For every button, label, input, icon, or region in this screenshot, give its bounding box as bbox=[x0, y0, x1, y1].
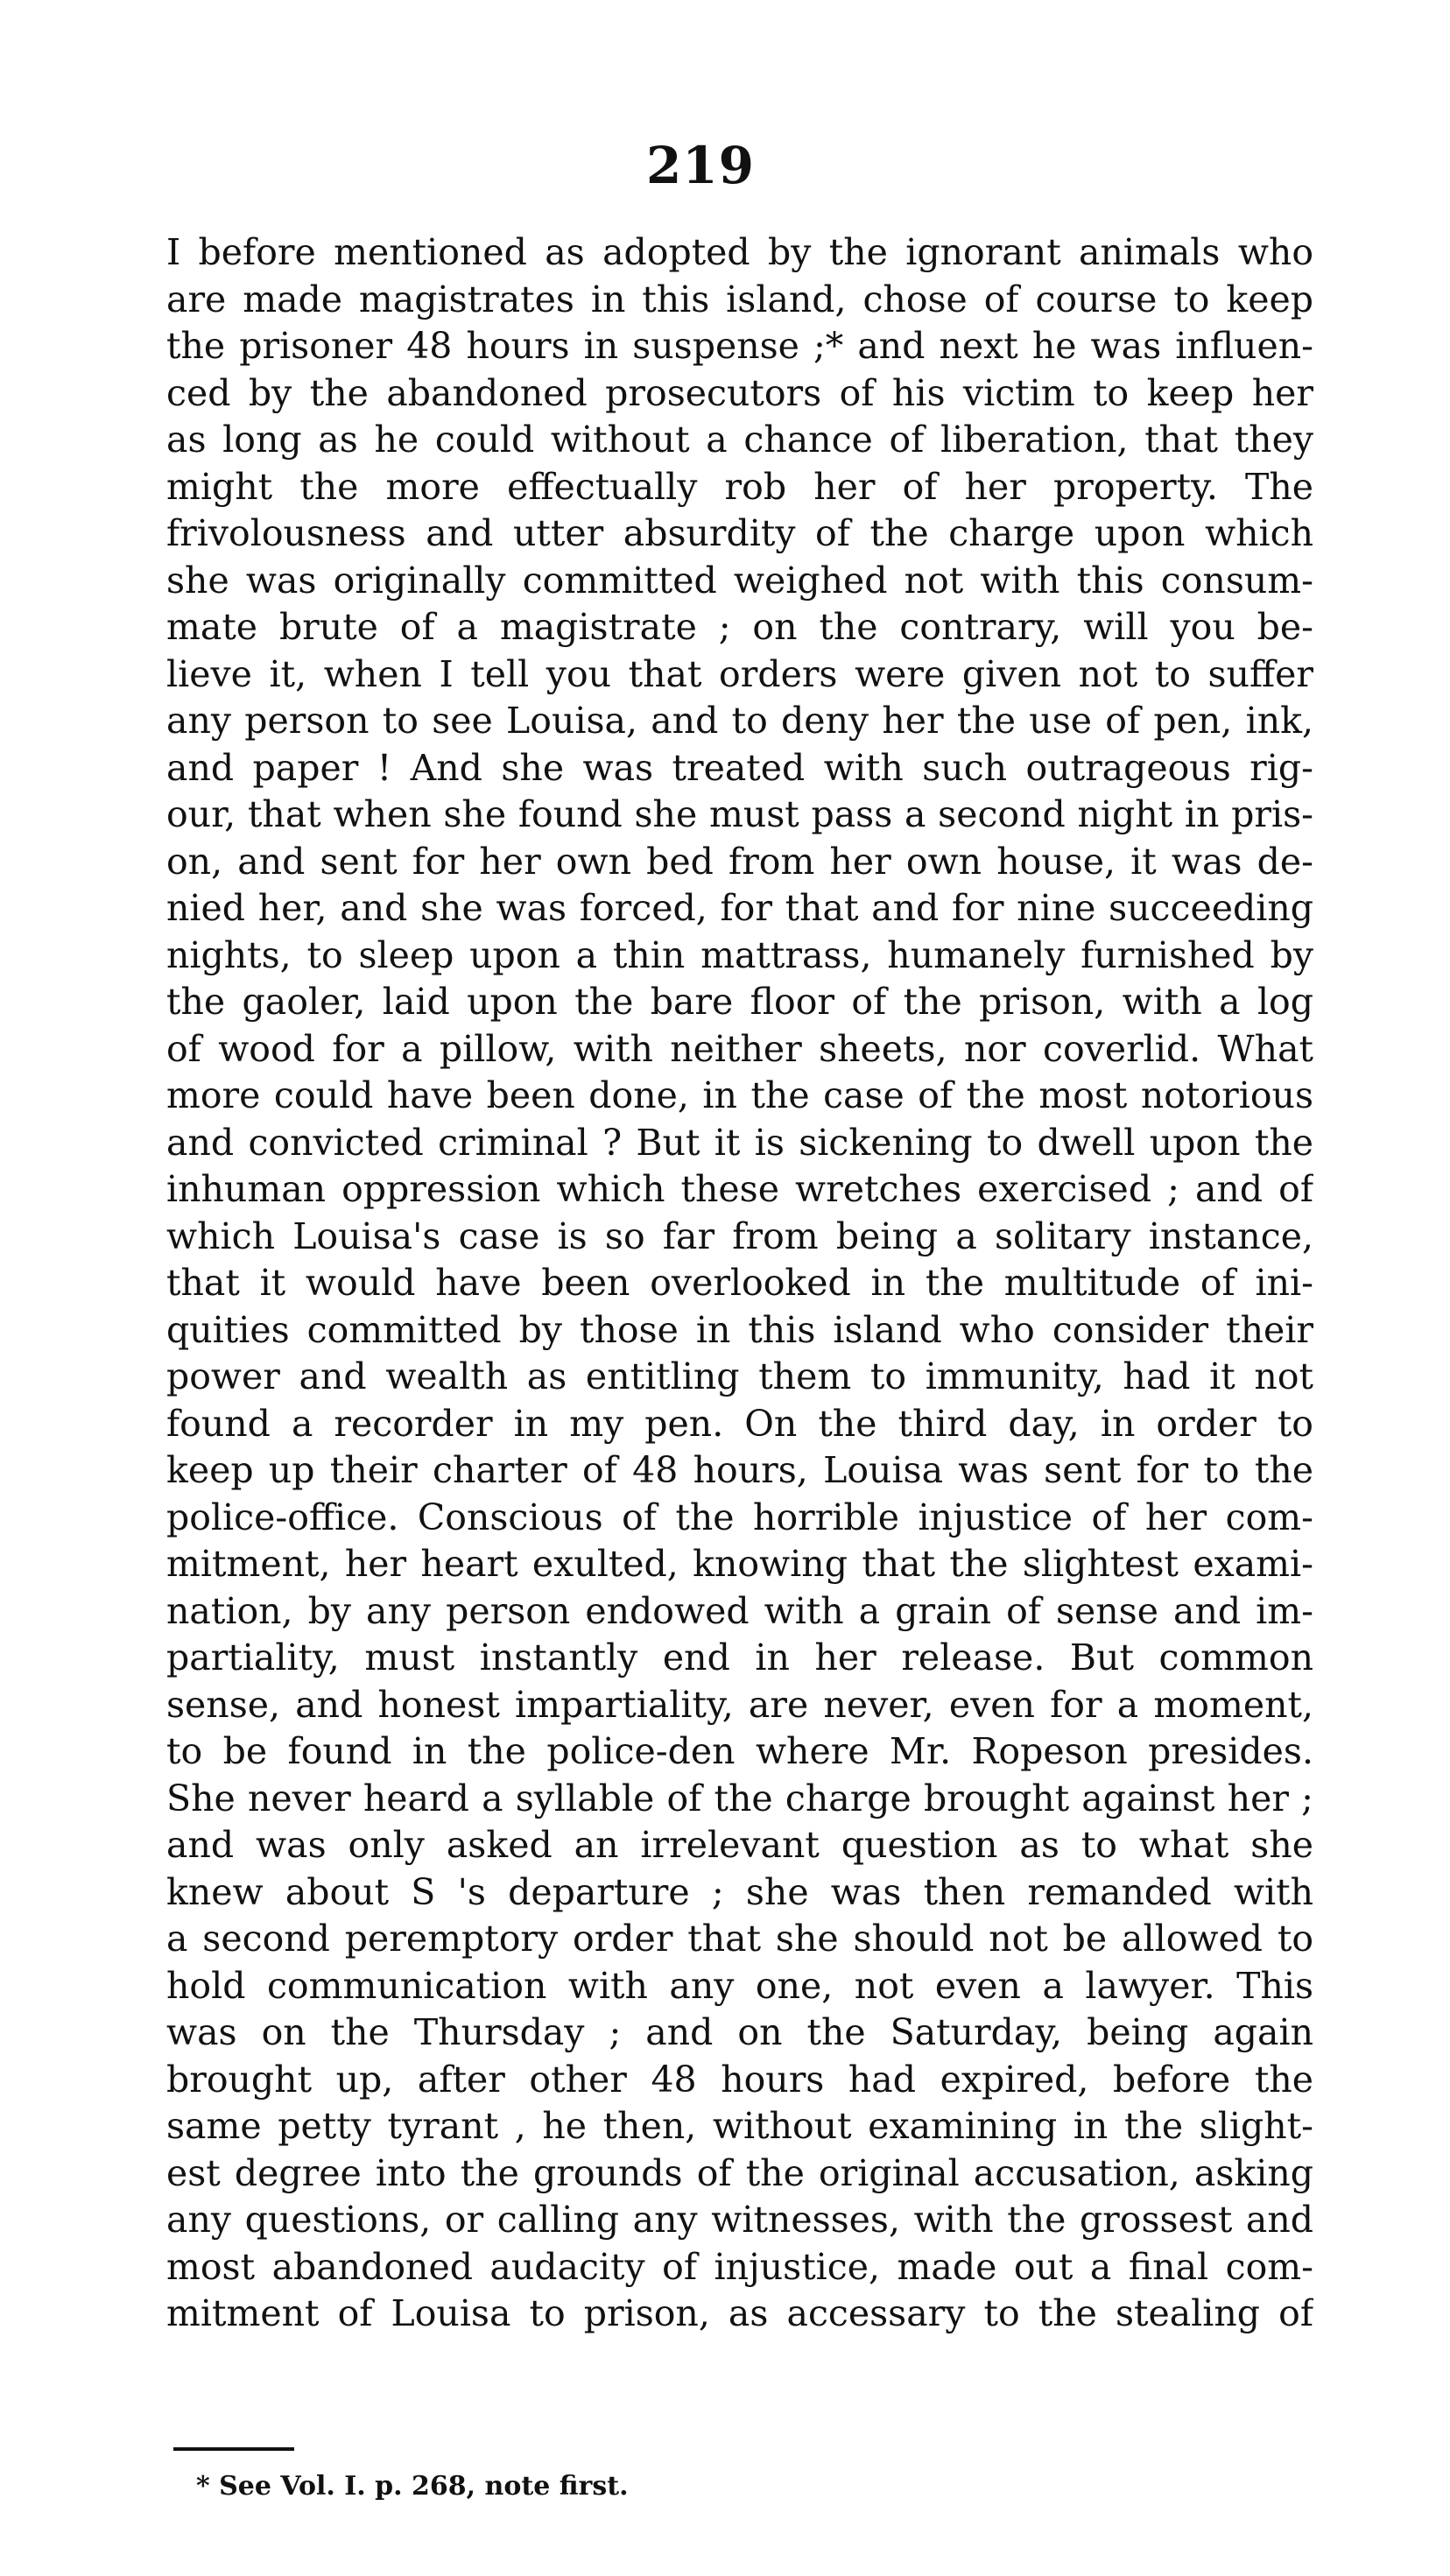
text-line: same petty tyrant , he then, without examining in the slight- bbox=[166, 2105, 1313, 2147]
text-line: to be found in the police-den where Mr. Ropeson presides. bbox=[166, 1730, 1313, 1772]
text-line: mate brute of a magistrate ; on the contrary, will you be- bbox=[166, 606, 1313, 648]
text-line: any person to see Louisa, and to deny her the use of pen, ink, bbox=[166, 700, 1313, 742]
text-line: I before mentioned as adopted by the ignorant animals who bbox=[166, 231, 1313, 273]
text-line: which Louisa's case is so far from being a solitary instance, bbox=[166, 1214, 1313, 1257]
text-line: frivolousness and utter absurdity of the charge upon which bbox=[166, 512, 1313, 554]
text-line: sense, and honest impartiality, are never, even for a moment, bbox=[166, 1683, 1313, 1726]
text-line: on, and sent for her own bed from her own house, it was de- bbox=[166, 840, 1313, 883]
text-line: police-office. Conscious of the horrible injustice of her com- bbox=[166, 1496, 1313, 1538]
text-line: quities committed by those in this island who consider their bbox=[166, 1308, 1313, 1351]
text-line: keep up their charter of 48 hours, Louisa was sent for to the bbox=[166, 1449, 1313, 1491]
text-line: that it would have been overlooked in the multitude of ini- bbox=[166, 1262, 1313, 1304]
text-line: of wood for a pillow, with neither sheets, nor coverlid. What bbox=[166, 1027, 1313, 1070]
text-line: ced by the abandoned prosecutors of his victim to keep her bbox=[166, 371, 1313, 414]
text-line: the gaoler, laid upon the bare floor of the prison, with a log bbox=[166, 981, 1313, 1023]
text-line: brought up, after other 48 hours had expired, before the bbox=[166, 2058, 1313, 2101]
body-text bbox=[166, 229, 1313, 2338]
text-line: found a recorder in my pen. On the third day, in order to bbox=[166, 1402, 1313, 1445]
text-line: our, that when she found she must pass a second night in pris- bbox=[166, 793, 1313, 835]
text-line: lieve it, when I tell you that orders were given not to suffer bbox=[166, 652, 1313, 695]
text-line: a second peremptory order that she should not be allowed to bbox=[166, 1918, 1313, 1960]
text-line: might the more effectually rob her of her property. The bbox=[166, 465, 1313, 508]
text-line: partiality, must instantly end in her release. But common bbox=[166, 1636, 1313, 1679]
text-line: any questions, or calling any witnesses, with the grossest and bbox=[166, 2199, 1313, 2241]
text-line: power and wealth as entitling them to immunity, had it not bbox=[166, 1355, 1313, 1397]
text-line: inhuman oppression which these wretches exercised ; and of bbox=[166, 1168, 1313, 1210]
text-line: the prisoner 48 hours in suspense ;* and next he was influen- bbox=[166, 325, 1313, 367]
text-line: more could have been done, in the case of the most notorious bbox=[166, 1074, 1313, 1116]
page-number: 219 bbox=[645, 136, 756, 195]
text-line: was on the Thursday ; and on the Saturday, being again bbox=[166, 2011, 1313, 2053]
text-line: hold communication with any one, not even a lawyer. This bbox=[166, 1964, 1313, 2007]
text-line: est degree into the grounds of the original accusation, asking bbox=[166, 2151, 1313, 2194]
footnote: * See Vol. I. p. 268, note first. bbox=[196, 2471, 629, 2502]
text-line: as long as he could without a chance of liberation, that they bbox=[166, 419, 1313, 461]
text-line: and was only asked an irrelevant question as to what she bbox=[166, 1824, 1313, 1866]
text-line: nied her, and she was forced, for that and for nine succeeding bbox=[166, 887, 1313, 929]
text-line: mitment, her heart exulted, knowing that the slightest exami- bbox=[166, 1543, 1313, 1585]
text-line: She never heard a syllable of the charge brought against her ; bbox=[166, 1777, 1313, 1819]
text-line: nights, to sleep upon a thin mattrass, humanely furnished by bbox=[166, 933, 1313, 976]
text-line: are made magistrates in this island, chose of course to keep bbox=[166, 278, 1313, 320]
text-line: and paper ! And she was treated with such outrageous rig- bbox=[166, 746, 1313, 789]
text-line: knew about S 's departure ; she was then remanded with bbox=[166, 1870, 1313, 1913]
footnote-rule bbox=[173, 2447, 294, 2451]
text-line: and convicted criminal ? But it is sickening to dwell upon the bbox=[166, 1121, 1313, 1164]
text-line: nation, by any person endowed with a grain of sense and im- bbox=[166, 1589, 1313, 1632]
text-line: she was originally committed weighed not with this consum- bbox=[166, 559, 1313, 602]
text-line: mitment of Louisa to prison, as accessary to the stealing of bbox=[166, 2292, 1313, 2334]
text-line: most abandoned audacity of injustice, made out a final com- bbox=[166, 2245, 1313, 2288]
